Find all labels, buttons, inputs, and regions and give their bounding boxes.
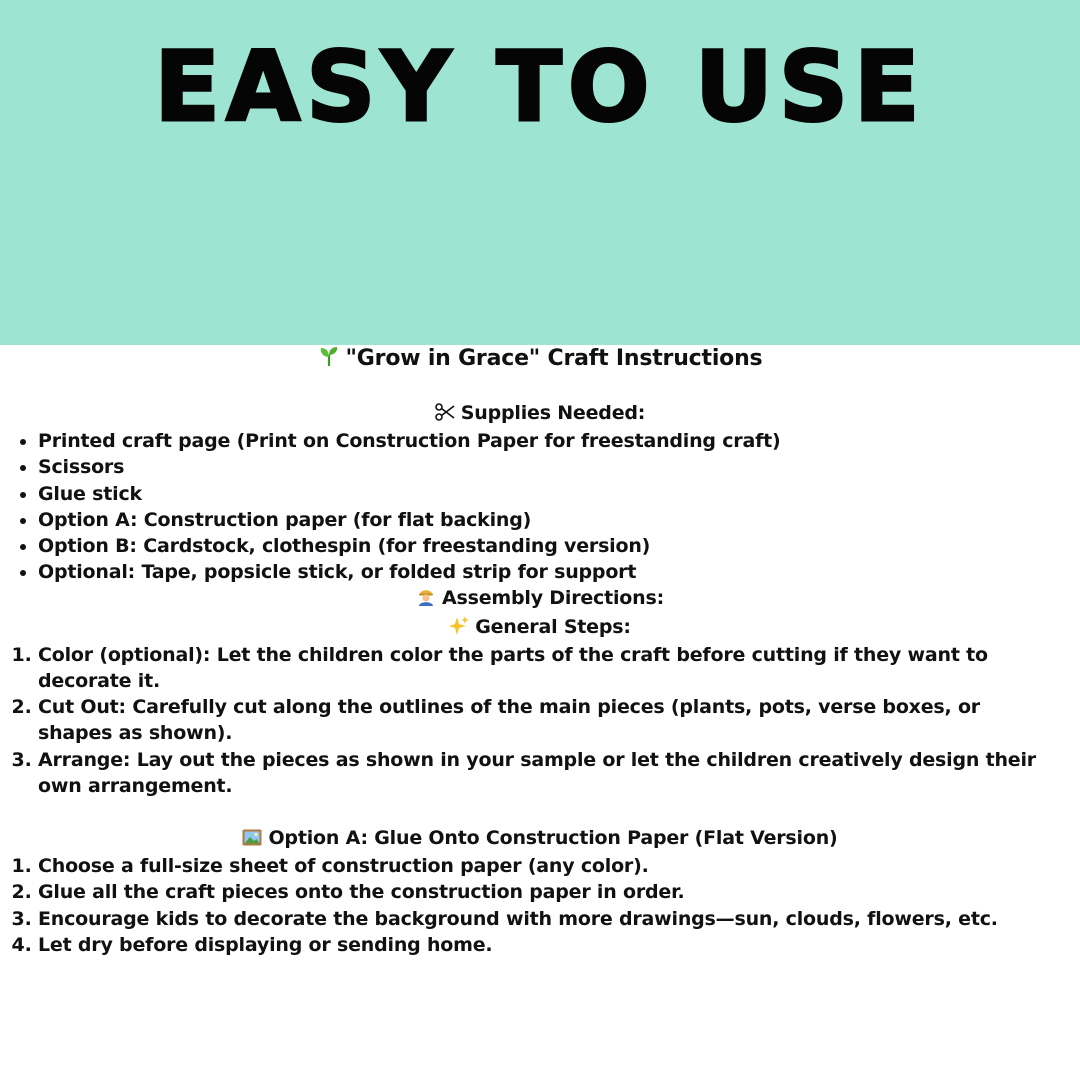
general-heading-text: General Steps:: [475, 615, 631, 638]
craft-title-text: "Grow in Grace" Craft Instructions: [345, 346, 763, 371]
list-item: • Scissors: [38, 454, 1040, 480]
list-item: 1. Color (optional): Let the children color the parts of the craft before cutting if they want to decorate it.: [38, 642, 1040, 694]
list-item: 3. Encourage kids to decorate the background with more drawings—sun, clouds, flowers, etc.: [38, 906, 1040, 932]
banner: [0, 0, 1080, 345]
instructions: [0, 345, 1080, 958]
supplies-heading: [0, 400, 1080, 428]
list-item: 2. Glue all the craft pieces onto the construction paper in order.: [38, 879, 1040, 905]
general-heading: [0, 614, 1080, 642]
list-item: • Printed craft page (Print on Construction Paper for freestanding craft): [38, 428, 1040, 454]
scissors-icon: [435, 402, 455, 428]
list-item: • Option A: Construction paper (for flat backing): [38, 507, 1040, 533]
craft-title: [0, 345, 1080, 374]
supplies-heading-text: Supplies Needed:: [460, 402, 646, 424]
option-a-heading: [0, 825, 1080, 853]
list-item: 1. Choose a full-size sheet of construction paper (any color).: [38, 853, 1040, 879]
list-item: 4. Let dry before displaying or sending home.: [38, 932, 1040, 958]
supplies-list: [0, 428, 1080, 585]
list-item: 2. Cut Out: Carefully cut along the outlines of the main pieces (plants, pots, verse boxes, or shapes as shown).: [38, 694, 1040, 746]
assembly-heading: [0, 585, 1080, 613]
seedling-icon: [318, 345, 340, 374]
framed-picture-icon: [242, 827, 262, 853]
general-steps-list: [0, 642, 1080, 799]
option-a-steps-list: [0, 853, 1080, 958]
sparkles-icon: [449, 615, 469, 642]
list-item: • Option B: Cardstock, clothespin (for freestanding version): [38, 533, 1040, 559]
list-item: • Optional: Tape, popsicle stick, or folded strip for support: [38, 559, 1040, 585]
option-a-heading-text: Option A: Glue Onto Construction Paper (Flat Version): [268, 827, 838, 850]
banner-title: EASY TO USE: [154, 31, 926, 143]
list-item: 3. Arrange: Lay out the pieces as shown in your sample or let the children creatively design their own arrangement.: [38, 747, 1040, 799]
list-item: • Glue stick: [38, 481, 1040, 507]
assembly-heading-text: Assembly Directions:: [441, 587, 664, 610]
worker-icon: [416, 586, 436, 613]
